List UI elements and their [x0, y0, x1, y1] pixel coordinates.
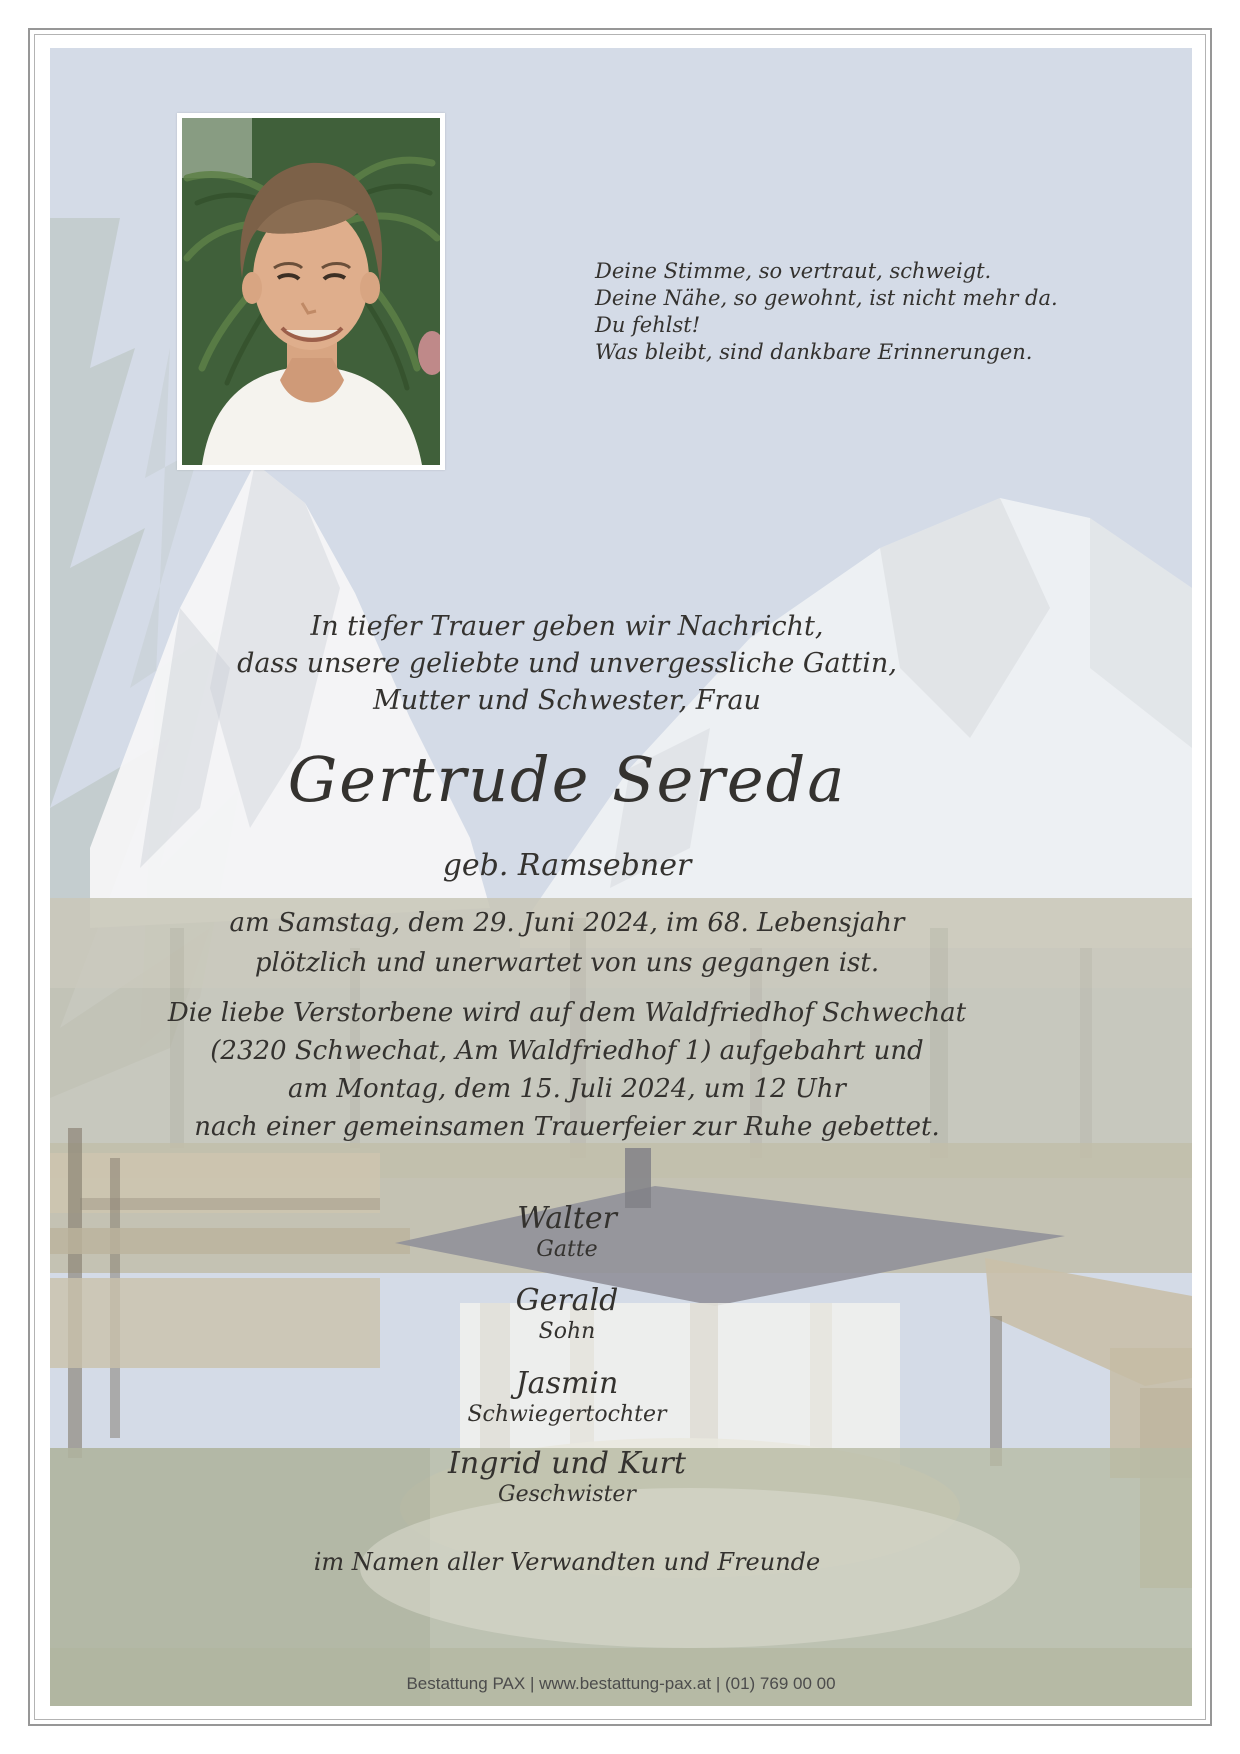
mourner-name: Jasmin — [515, 1366, 619, 1401]
poem-line: Was bleibt, sind dankbare Erinnerungen. — [595, 340, 1033, 364]
footer-separator: | — [715, 1674, 721, 1693]
funeral-home-website: www.bestattung-pax.at — [539, 1674, 712, 1693]
deceased-name: Gertrude Sereda — [287, 743, 847, 816]
footer-separator: | — [529, 1674, 535, 1693]
announcement-intro — [50, 608, 1084, 719]
mourner-relation: Geschwister — [498, 1482, 636, 1507]
intro-line: Mutter und Schwester, Frau — [373, 685, 761, 716]
announcement-column — [50, 48, 1084, 1706]
mourner-relation: Sohn — [538, 1319, 596, 1344]
intro-line: dass unsere geliebte und unvergessliche Gattin, — [237, 648, 897, 679]
funeral-line: nach einer gemeinsamen Trauerfeier zur Ruhe gebettet. — [194, 1112, 940, 1142]
mourner-relation: Schwiegertochter — [467, 1402, 667, 1427]
funeral-line: am Montag, dem 15. Juli 2024, um 12 Uhr — [288, 1074, 846, 1104]
mourner-name: Walter — [517, 1201, 617, 1236]
death-date-lines — [50, 903, 1084, 983]
death-line: am Samstag, dem 29. Juni 2024, im 68. Lebensjahr — [229, 908, 905, 938]
mourner-relation: Gatte — [536, 1237, 598, 1262]
funeral-home-phone: (01) 769 00 00 — [724, 1674, 836, 1693]
funeral-details — [50, 994, 1084, 1146]
funeral-line: (2320 Schwechat, Am Waldfriedhof 1) aufgebahrt und — [210, 1036, 924, 1066]
poem-line: Deine Nähe, so gewohnt, ist nicht mehr da. — [595, 286, 1058, 310]
funeral-line: Die liebe Verstorbene wird auf dem Waldfriedhof Schwechat — [167, 998, 967, 1028]
mourner-name: Ingrid und Kurt — [448, 1446, 686, 1481]
maiden-name: geb. Ramsebner — [442, 848, 692, 883]
intro-line: In tiefer Trauer geben wir Nachricht, — [310, 611, 824, 642]
poem-line: Du fehlst! — [595, 313, 701, 337]
funeral-home-name: Bestattung PAX — [406, 1674, 526, 1693]
death-line: plötzlich und unerwartet von uns gegangen ist. — [254, 948, 880, 978]
card-content — [50, 48, 1192, 1706]
funeral-home-footer — [50, 1674, 1192, 1694]
poem-line: Deine Stimme, so vertraut, schweigt. — [595, 259, 992, 283]
mourner-name: Gerald — [515, 1283, 619, 1318]
closing-line: im Namen aller Verwandten und Freunde — [313, 1548, 821, 1576]
